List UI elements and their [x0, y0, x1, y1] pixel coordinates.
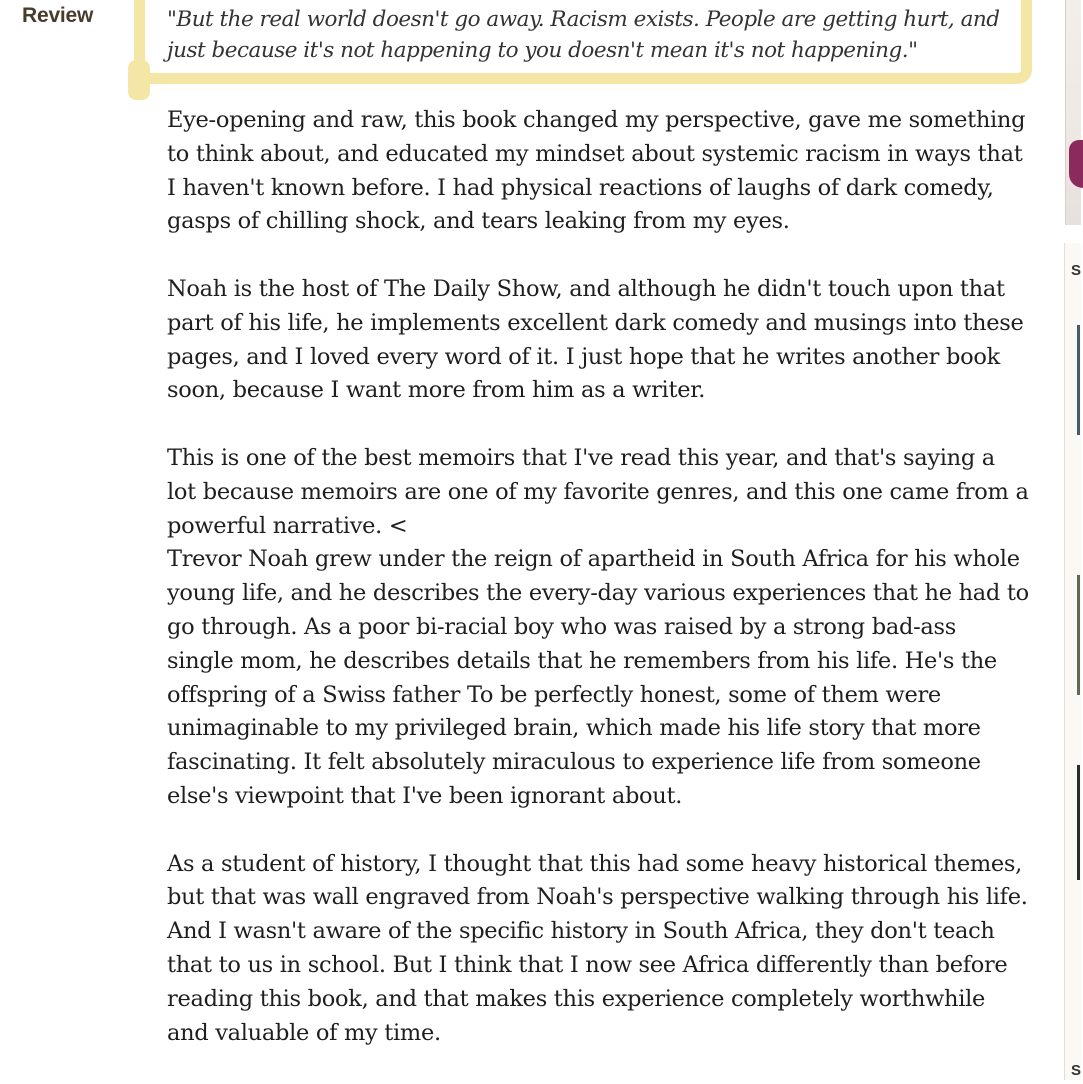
flower-graphic [1069, 140, 1083, 188]
review-paragraph: This is one of the best memoirs that I've read this year, and that's saying a lot because memoirs are one of my favorite genres, and this one came from a powerful narrative. < [167, 444, 1029, 539]
sidebar-book-cover[interactable] [1077, 575, 1080, 695]
quote-highlight-marker-tail [128, 60, 150, 100]
sidebar-heading: S [1071, 1062, 1082, 1079]
review-paragraph: Noah is the host of The Daily Show, and although he didn't touch upon that part of his life, he implements excellent dark comedy and musings into these pages, and I loved every word of it. I just hope that he writes another book soon, because I want more from him as a writer. [167, 275, 1024, 404]
review-paragraph: Trevor Noah grew under the reign of apartheid in South Africa for his whole young life, and he describes the every-day various experiences that he had to go through. As a poor bi-racial boy who was raised by a strong bad-ass single mom, he describes details that he remembers from his life. He's the offspring of a Swiss father To be perfectly honest, some of them were unimaginable to my privileged brain, which made his life story that more fascinating. It felt absolutely miraculous to experience life from someone else's viewpoint that I've been ignorant about. [167, 546, 1029, 809]
review-body [167, 104, 1029, 1084]
review-paragraph: Eye-opening and raw, this book changed my perspective, gave me something to think about, and educated my mindset about systemic racism in ways that I haven't known before. I had physical reactions of laughs of dark comedy, gasps of chilling shock, and tears leaking from my eyes. [167, 107, 1026, 235]
review-section-label: Review [22, 4, 94, 27]
sidebar-book-cover[interactable] [1077, 765, 1080, 880]
review-quote: "But the real world doesn't go away. Racism exists. People are getting hurt, and just because it's not happening to you doesn't mean it's not happening." [167, 7, 1000, 63]
sidebar-heading: S [1071, 262, 1082, 279]
sidebar-ad-image[interactable] [1065, 0, 1081, 225]
sidebar-book-cover[interactable] [1077, 325, 1080, 435]
review-paragraph: As a student of history, I thought that this had some heavy historical themes, but that was wall engraved from Noah's perspective walking through his life. And I wasn't aware of the specific history in South Africa, they don't teach that to us in school. But I think that I now see Africa differently than before reading this book, and that makes this experience completely worthwhile and valuable of my time. [167, 850, 1028, 1046]
